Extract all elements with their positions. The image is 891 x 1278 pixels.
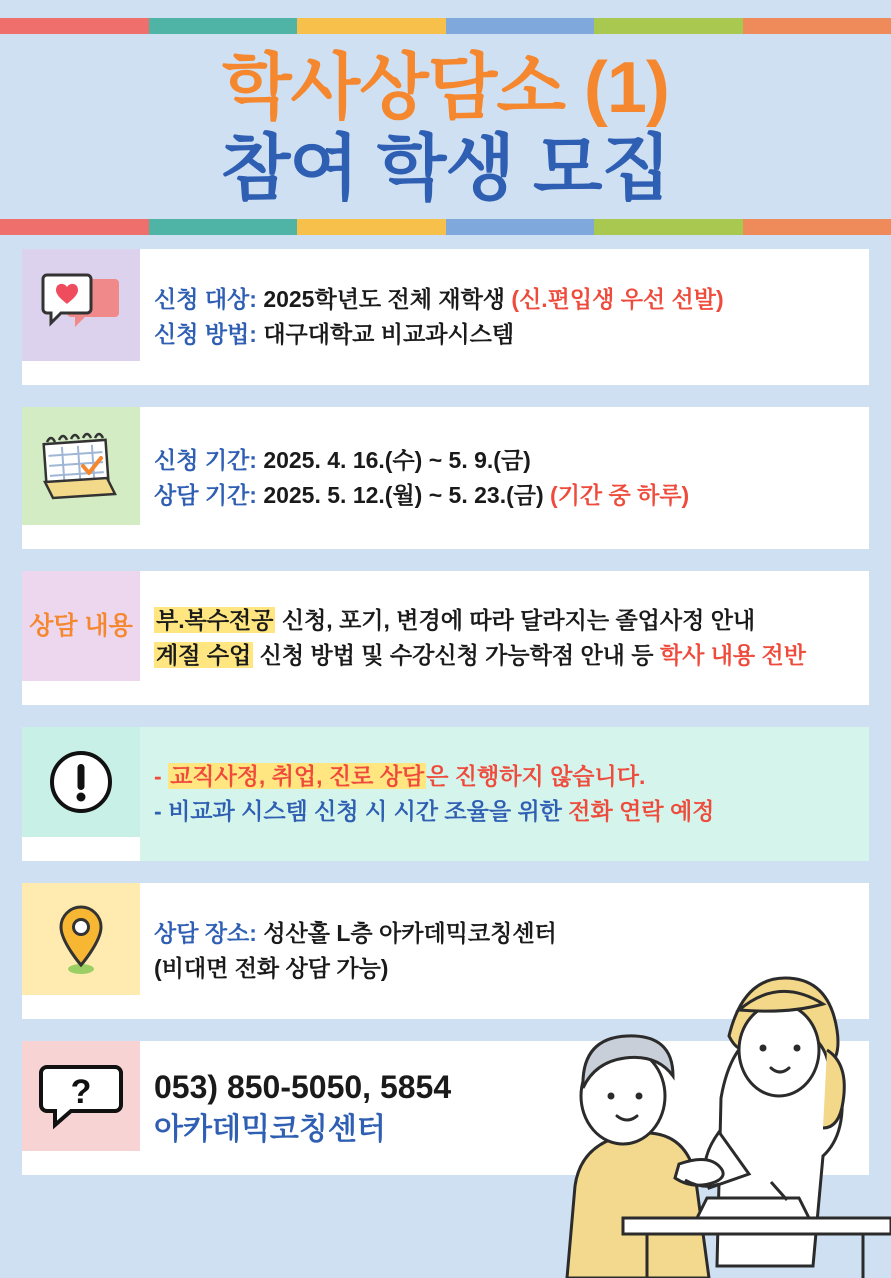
row-period (22, 407, 869, 549)
application-target-label: 신청 대상: (154, 286, 257, 312)
row-notice (22, 727, 869, 861)
application-target-value: 2025학년도 전체 재학생 (263, 286, 505, 312)
period-body (140, 407, 869, 549)
period-consult-value: 2025. 5. 12.(월) ~ 5. 23.(금) (263, 482, 543, 508)
notice-line2-rest: 비교과 시스템 신청 시 시간 조율을 위한 (168, 798, 568, 824)
period-consult-label: 상담 기간: (154, 482, 257, 508)
notice-line1-rest: 은 진행하지 않습니다. (426, 763, 645, 789)
color-seg (149, 219, 298, 235)
topic-line1-rest: 신청, 포기, 변경에 따라 달라지는 졸업사정 안내 (275, 607, 755, 633)
row-contact (22, 1041, 869, 1175)
notice-line2-dash: - (154, 798, 162, 824)
location-pin-icon (22, 883, 140, 995)
topic-line1-highlight: 부.복수전공 (154, 607, 275, 633)
svg-text:?: ? (71, 1073, 92, 1111)
question-speech-icon (22, 1041, 140, 1151)
topic-line2-rest: 신청 방법 및 수강신청 가능학점 안내 등 (253, 642, 660, 668)
color-seg (743, 18, 891, 34)
color-seg (743, 219, 891, 235)
color-seg (446, 219, 595, 235)
color-seg (594, 18, 743, 34)
place-line-1 (154, 916, 855, 952)
application-target-note: (신.편입생 우선 선발) (511, 286, 723, 312)
period-consult-note: (기간 중 하루) (550, 482, 689, 508)
title-line-2: 참여 학생 모집 (0, 129, 891, 210)
color-bar-under-title (0, 219, 891, 235)
speech-heart-icon (22, 249, 140, 361)
color-seg (446, 18, 595, 34)
application-target-line (154, 282, 855, 318)
topic-body (140, 571, 869, 705)
color-seg (0, 18, 149, 34)
application-method-label: 신청 방법: (154, 321, 257, 347)
application-method-value: 대구대학교 비교과시스템 (263, 321, 514, 347)
notice-line1-dash: - (154, 763, 162, 789)
topic-line2-highlight: 계절 수업 (154, 642, 253, 668)
contact-phone: 053) 850-5050, 5854 (154, 1066, 855, 1109)
info-rows (0, 235, 891, 1175)
place-value: 성산홀 L층 아카데믹코칭센터 (263, 920, 556, 946)
notice-line-1 (154, 759, 855, 795)
notice-line1-highlight: 교직사정, 취업, 진로 상담 (168, 763, 426, 789)
row-place (22, 883, 869, 1019)
color-seg (0, 219, 149, 235)
application-method-line (154, 317, 855, 353)
row-application (22, 249, 869, 385)
place-body (140, 883, 869, 1019)
period-apply-label: 신청 기간: (154, 447, 257, 473)
topic-label-cell (22, 571, 140, 681)
place-sub: (비대면 전화 상담 가능) (154, 951, 855, 987)
color-bar-top (0, 18, 891, 34)
page-title (0, 34, 891, 219)
calendar-icon (22, 407, 140, 525)
color-seg (594, 219, 743, 235)
place-label: 상담 장소: (154, 920, 257, 946)
period-apply-value: 2025. 4. 16.(수) ~ 5. 9.(금) (263, 447, 531, 473)
application-body (140, 249, 869, 385)
topic-line2-red: 학사 내용 전반 (660, 642, 806, 668)
notice-line-2 (154, 794, 855, 830)
title-line-1: 학사상담소 (1) (0, 48, 891, 129)
period-consult-line (154, 478, 855, 514)
exclamation-icon (22, 727, 140, 837)
color-seg (149, 18, 298, 34)
notice-body (140, 727, 869, 861)
topic-label: 상담 내용 (29, 611, 133, 642)
color-seg (297, 219, 446, 235)
color-seg (297, 18, 446, 34)
topic-line-1 (154, 603, 855, 639)
contact-body (140, 1041, 869, 1175)
row-topic (22, 571, 869, 705)
period-apply-line (154, 443, 855, 479)
notice-line2-red: 전화 연락 예정 (568, 798, 714, 824)
topic-line-2 (154, 638, 855, 674)
contact-org: 아카데믹코칭센터 (154, 1110, 855, 1151)
